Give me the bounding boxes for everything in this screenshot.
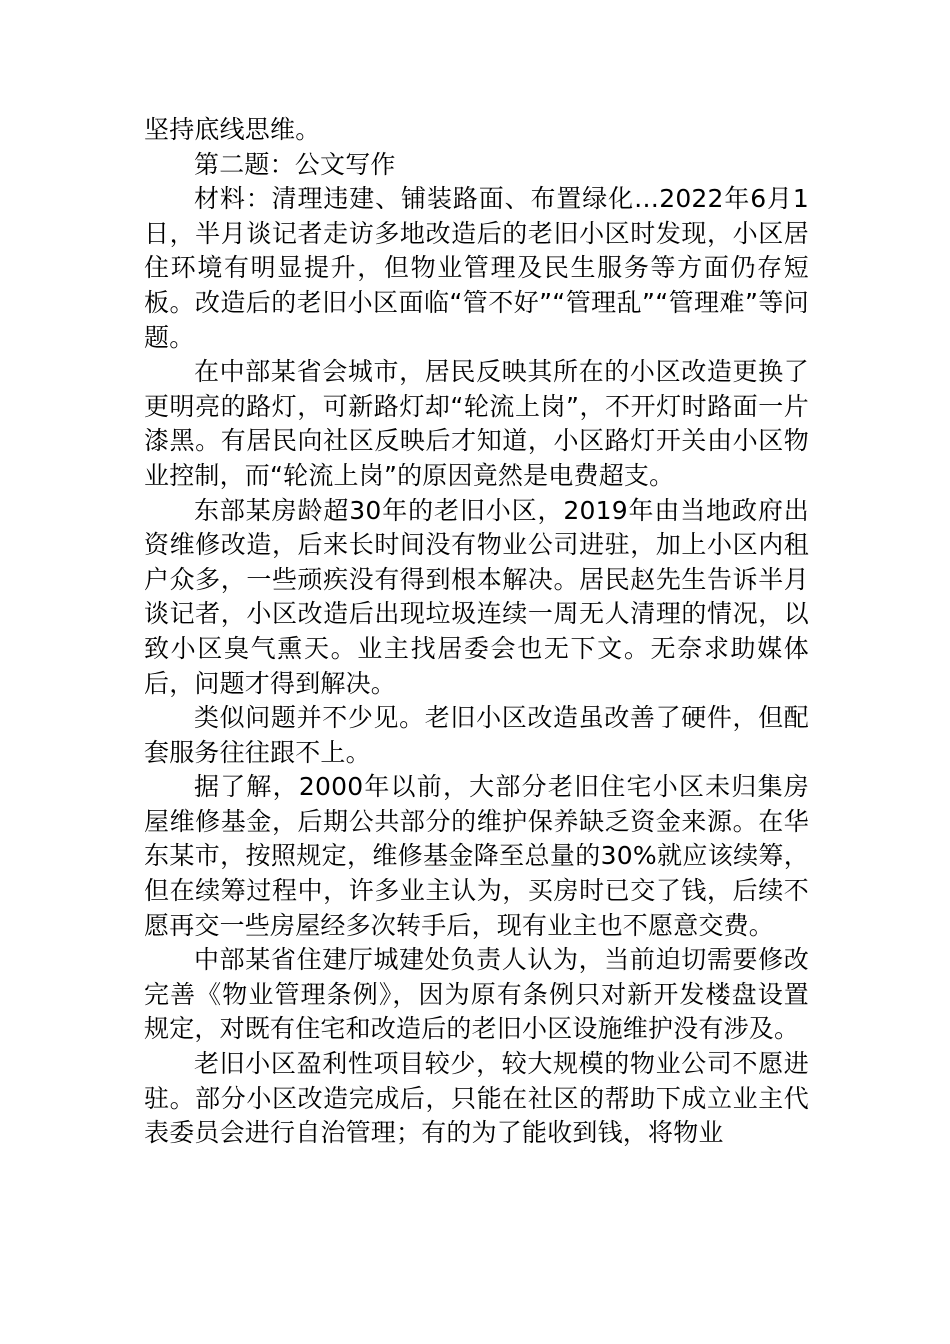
paragraph-self-management: 老旧小区盈利性项目较少，较大规模的物业公司不愿进驻。部分小区改造完成后，只能在社区的帮助下成立业主代表委员会进行自治管理；有的为了能收到钱，将物业: [144, 1049, 809, 1148]
paragraph-continuation: 坚持底线思维。: [144, 115, 321, 144]
section-heading: 第二题：公文写作: [194, 149, 396, 179]
paragraph-garbage: 东部某房龄超30年的老旧小区，2019年由当地政府出资维修改造，后来长时间没有物业公司进驻，加上小区内租户众多，一些顽疾没有得到根本解决。居民赵先生告诉半月谈记者，小区改造后出现垃圾连续一周无人清理的情况，以致小区臭气熏天。业主找居委会也无下文。无奈求助媒体后，问题才得到解决。: [144, 495, 809, 698]
paragraph-similar-problems: 类似问题并不少见。老旧小区改造虽改善了硬件，但配套服务往往跟不上。: [144, 703, 809, 767]
paragraph-street-lights: 在中部某省会城市，居民反映其所在的小区改造更换了更明亮的路灯，可新路灯却“轮流上岗”，不开灯时路面一片漆黑。有居民向社区反映后才知道，小区路灯开关由小区物业控制，而“轮流上岗”的原因竟然是电费超支。: [144, 357, 809, 490]
paragraph-maintenance-fund: 据了解，2000年以前，大部分老旧住宅小区未归集房屋维修基金，后期公共部分的维护保养缺乏资金来源。在华东某市，按照规定，维修基金降至总量的30%就应该续筹，但在续筹过程中，许多业主认为，买房时已交了钱，后续不愿再交一些房屋经多次转手后，现有业主也不愿意交费。: [144, 772, 809, 940]
paragraph-regulation: 中部某省住建厅城建处负责人认为，当前迫切需要修改完善《物业管理条例》，因为原有条例只对新开发楼盘设置规定，对既有住宅和改造后的老旧小区设施维护没有涉及。: [144, 945, 809, 1044]
paragraph-material-intro: 材料：清理违建、铺装路面、布置绿化…2022年6月1日，半月谈记者走访多地改造后的老旧小区时发现，小区居住环境有明显提升，但物业管理及民生服务等方面仍存短板。改造后的老旧小区面临“管不好”“管理乱”“管理难”等问题。: [144, 184, 809, 352]
document-body: [144, 113, 809, 1151]
